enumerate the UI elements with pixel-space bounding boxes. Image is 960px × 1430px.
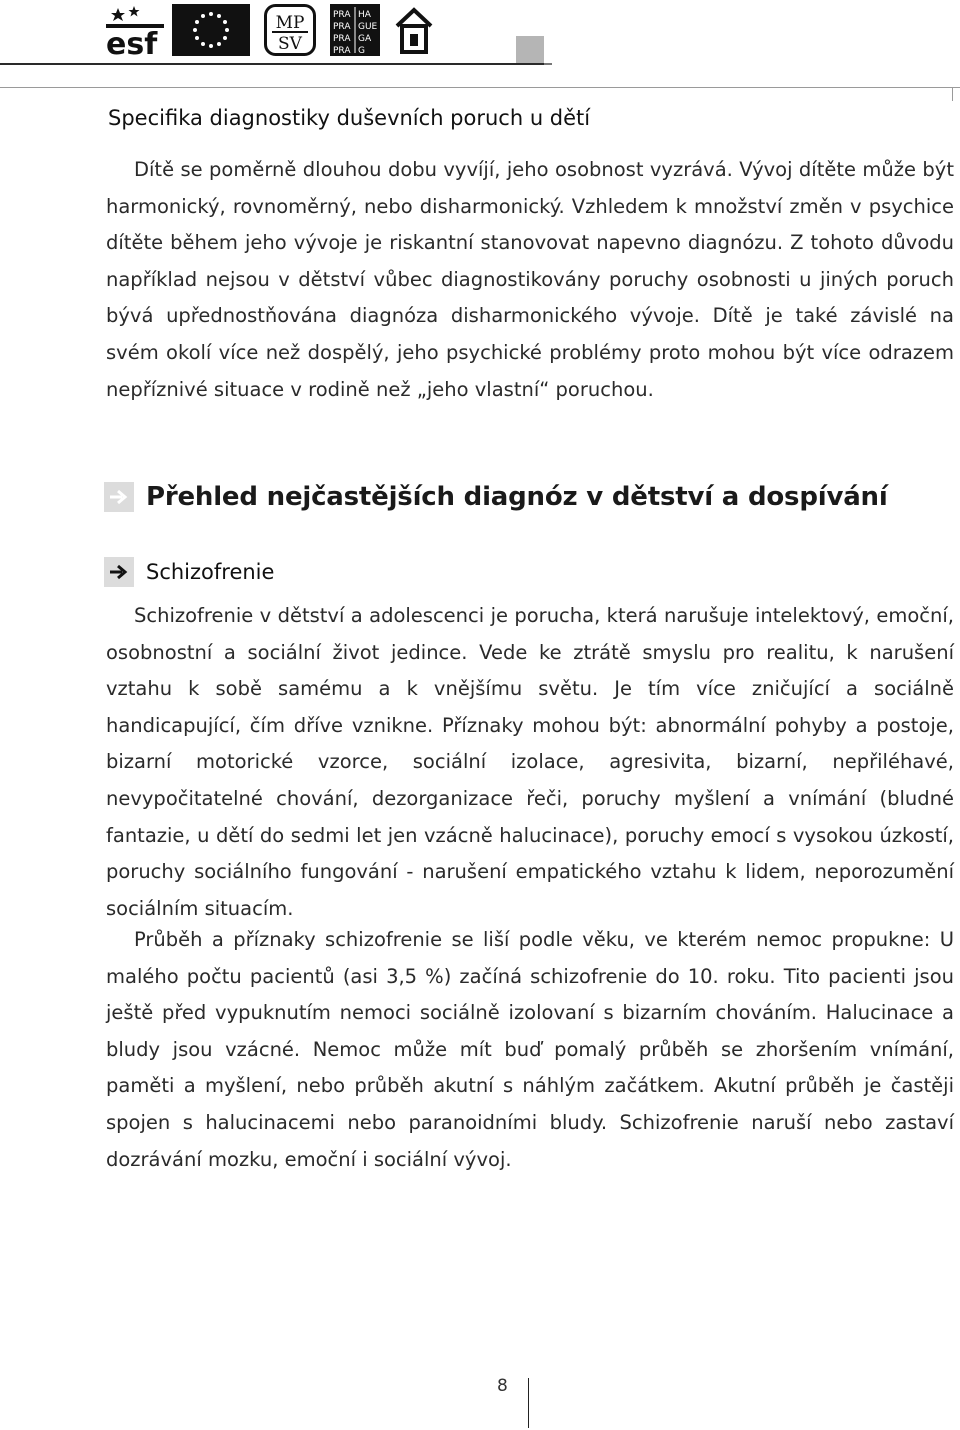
- svg-text:PRA: PRA: [333, 10, 351, 20]
- heading-sub-row: [104, 557, 274, 587]
- svg-text:HA: HA: [358, 10, 371, 20]
- esf-logo-text: esf: [106, 27, 158, 56]
- svg-text:GA: GA: [358, 34, 372, 44]
- heading-schizofrenie: Schizofrenie: [146, 560, 275, 584]
- praha-logo: [330, 4, 380, 56]
- page-number-rule: [528, 1378, 529, 1428]
- page-number: 8: [497, 1376, 508, 1396]
- svg-text:SV: SV: [278, 34, 302, 54]
- paragraph-schizofrenie: Schizofrenie v dětství a adolescenci je porucha, která narušuje intelektový, emoční, osobnostní a sociální život jedince. Vede ke ztrátě smyslu pro realitu, k narušení vztahu k sobě samému a k vnějšímu světu. Je tím více zničující a sociálně handicapující, čím dříve vznikne. Příznaky mohou být: abnormální pohyby a postoje, bizarní motorické vzorce, sociální izolace, agresivita, bizarní, nepřiléhavé, nevypočitatelné chování, dezorganizace řeči, poruchy myšlení a vnímání (bludné fantazie, u dětí do sedmi let jen vzácně halucinace), poruchy emocí s vysokou úzkostí, poruchy sociálního fungování - narušení empatického vztahu k lidem, neporozumění sociálním situacím.: [106, 604, 954, 920]
- svg-text:PRA: PRA: [333, 34, 351, 44]
- paragraph-prubeh: Průběh a příznaky schizofrenie se liší podle věku, ve kterém nemoc propukne: U malého počtu pacientů (asi 3,5 %) začíná schizofrenie do 10. roku. Tito pacienti jsou ještě před vypuknutím nemoci sociálně izolovaní s bizarním chováním. Halucinace a bludy jsou vzácné. Nemoc může mít buď pomalý průběh se zhoršením vnímání, paměti a myšlení, nebo průběh akutní s náhlým začátkem. Akutní průběh je častěji spojen s halucinacemi nebo paranoidními bludy. Schizofrenie naruší nebo zastaví dozrávání mozku, emoční i sociální vývoj.: [106, 928, 954, 1171]
- eu-flag-logo: [172, 4, 250, 56]
- arrow-right-icon: [104, 482, 134, 512]
- header-rule: [0, 63, 544, 65]
- mpsv-logo: [264, 4, 316, 56]
- header-rule-end: [544, 63, 552, 65]
- svg-text:GUE: GUE: [358, 22, 378, 32]
- paragraph-intro: Dítě se poměrně dlouhou dobu vyvíjí, jeho osobnost vyzrává. Vývoj dítěte může být harmonický, rovnoměrný, nebo disharmonický. Vzhledem k množství změn v psychice dítěte během jeho vývoje je riskantní stanovovat napevno diagnózu. Z tohoto důvodu například nejsou v dětství vůbec diagnostikovány poruchy osobnosti u jiných poruch bývá upřednostňována diagnóza disharmonického vývoje. Dítě je také závislé na svém okolí více než dospělý, jeho psychické problémy proto mohou být více odrazem nepříznivé situace v rodině než „jeho vlastní“ poruchou.: [106, 158, 954, 401]
- heading-main: Přehled nejčastějších diagnóz v dětství a dospívání: [146, 482, 888, 512]
- house-logo: [394, 4, 434, 56]
- svg-text:MP: MP: [275, 13, 305, 33]
- svg-text:PRA: PRA: [333, 22, 351, 32]
- header-thin-rule: [0, 87, 960, 88]
- page-header: [0, 0, 960, 92]
- svg-text:G: G: [358, 46, 365, 56]
- svg-text:PRA: PRA: [333, 46, 351, 56]
- section-title: Specifika diagnostiky duševních poruch u dětí: [108, 106, 591, 130]
- heading-main-row: [104, 482, 888, 512]
- arrow-right-icon: [104, 557, 134, 587]
- header-tick: [952, 87, 953, 101]
- esf-logo: [104, 4, 166, 56]
- header-gray-square: [516, 36, 544, 64]
